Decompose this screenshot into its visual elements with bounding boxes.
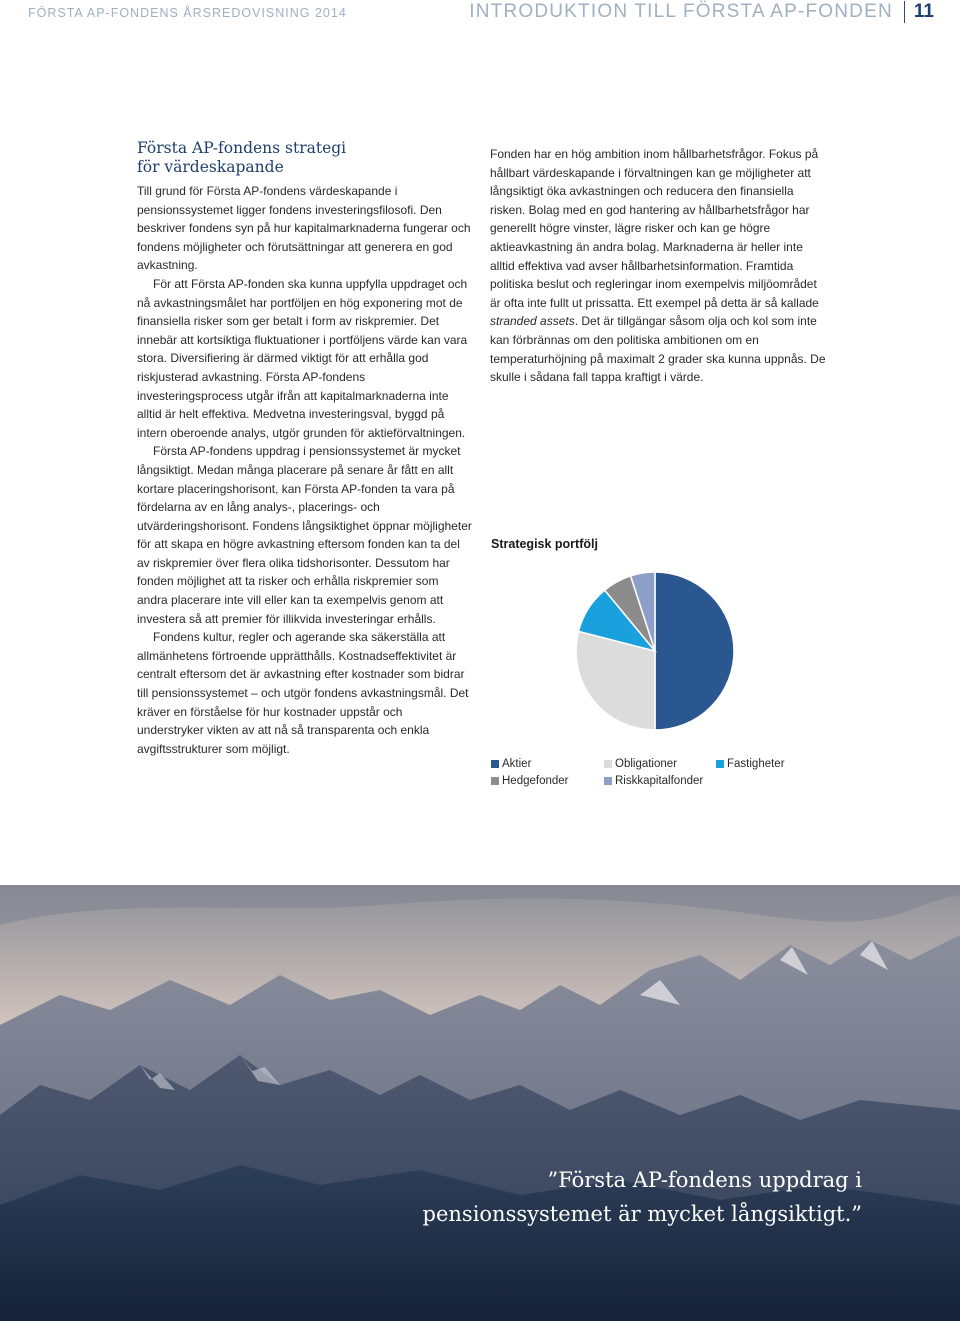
legend-item-hedgefonder [491, 775, 569, 787]
left-column [137, 139, 472, 758]
section-header [469, 0, 934, 24]
legend-label: Riskkapitalfonder [615, 775, 704, 787]
legend-swatch [491, 760, 499, 768]
legend-swatch [604, 760, 612, 768]
legend-item-fastigheter [716, 758, 785, 770]
sustainability-paragraph [490, 145, 830, 387]
heading-line-2: för värdeskapande [137, 158, 284, 176]
legend-item-aktier [491, 758, 531, 770]
heading-line-1: Första AP-fondens strategi [137, 139, 347, 157]
text-before-italic: Fonden har en hög ambition inom hållbarhetsfrågor. Fokus på hållbart värdeskapande i förvaltningen kan ge möjligheter att långsiktigt öka avkastningen och reducera den finansiella risken. Bolag med en god hantering av hållbarhetsfrågor har generellt högre vinster, lägre risker och kan ge högre aktieavkastning än andra bolag. Marknaderna är heller inte alltid effektiva vad avser hållbarhetsinformation. Framtida politiska beslut och regleringar inom exempelvis miljöområdet är ofta inte fullt ut prissatta. Ett exempel på detta är så kallade [490, 147, 819, 310]
pull-quote [423, 1163, 862, 1231]
header-divider [904, 1, 905, 23]
page-number: 11 [913, 1, 934, 22]
legend-item-obligationer [604, 758, 677, 770]
publication-title: FÖRSTA AP-FONDENS ÅRSREDOVISNING 2014 [28, 6, 347, 20]
paragraph-2: För att Första AP-fonden ska kunna uppfylla uppdraget och nå avkastningsmålet har portföljen en hög exponering mot de finansiella risker som ger betalt i form av riskpremier. Det innebär att kortsiktiga fluktuationer i portföljens värde kan vara stora. Diversifiering är därmed viktigt för att erhålla god riskjusterad avkastning. Första AP-fondens investeringsprocess utgår ifrån att kapitalmarknaderna inte alltid är helt effektiva. Medvetna investeringsval, byggd på intern oberoende analys, utgör grunden för aktieförvaltningen. [137, 276, 468, 440]
quote-line-2: pensionssystemet är mycket långsiktigt.” [422, 1202, 862, 1226]
legend-swatch [716, 760, 724, 768]
chart-legend [491, 758, 831, 798]
legend-item-riskkapitalfonder [604, 775, 703, 787]
legend-label: Hedgefonder [502, 775, 569, 787]
mountain-landscape-image [0, 885, 960, 1321]
section-title: INTRODUKTION TILL FÖRSTA AP-FONDEN [469, 1, 893, 22]
mountain-photo [0, 885, 960, 1321]
quote-line-1: ”Första AP-fondens uppdrag i [547, 1168, 862, 1192]
paragraph-3: Första AP-fondens uppdrag i pensionssystemet är mycket långsiktigt. Medan många placerare på senare år fått en allt kortare placeringshorisont, kan Första AP-fonden ta vara på fördelarna av en lång analys-, placerings- och utvärderingshorisont. Fondens långsiktighet öppnar möjligheter för att skapa en högre avkastning eftersom fonden kan ta del av riskpremier över flera olika tidshorisonter. Dessutom har fonden möjlighet att ta risker och erhålla riskpremier som andra placerare inte vill eller kan ta exempelvis genom att investera så att premier för illikvida investeringar erhålls. [137, 444, 472, 626]
paragraph-4: Fondens kultur, regler och agerande ska säkerställa att allmänhetens förtroende upprätthålls. Kostnadseffektivitet är centralt eftersom det är avkastning efter kostnader som bidrar till pensionssystemet – och utgör fondens avkastningsmål. Det kräver en förståelse för hur kostnader uppstår och understryker vikten av att nå så transparenta och enkla avgiftsstrukturer som möjligt. [137, 630, 469, 756]
legend-swatch [604, 777, 612, 785]
paragraph-1: Till grund för Första AP-fondens värdeskapande i pensionssystemet ligger fondens investeringsfilosofi. Den beskriver fondens syn på hur kapitalmarknaderna fungerar och fondens möjligheter och förutsättningar att generera en god avkastning. [137, 184, 471, 273]
legend-label: Aktier [502, 758, 532, 770]
italic-term: stranded assets [490, 314, 575, 329]
text-after-italic: . Det är tillgängar såsom olja och kol som inte kan förbrännas om den politiska ambitionen om en temperaturhöjning på maximalt 2 grader ska kunna uppnås. De skulle i sådana fall tappa kraftigt i värde. [490, 314, 826, 385]
legend-swatch [491, 777, 499, 785]
legend-label: Fastigheter [727, 758, 785, 770]
section-heading [137, 139, 472, 177]
chart-title: Strategisk portfölj [491, 537, 598, 551]
legend-label: Obligationer [615, 758, 678, 770]
pie-slice-aktier [655, 572, 734, 730]
right-column [490, 145, 830, 387]
pie-chart [570, 566, 740, 736]
